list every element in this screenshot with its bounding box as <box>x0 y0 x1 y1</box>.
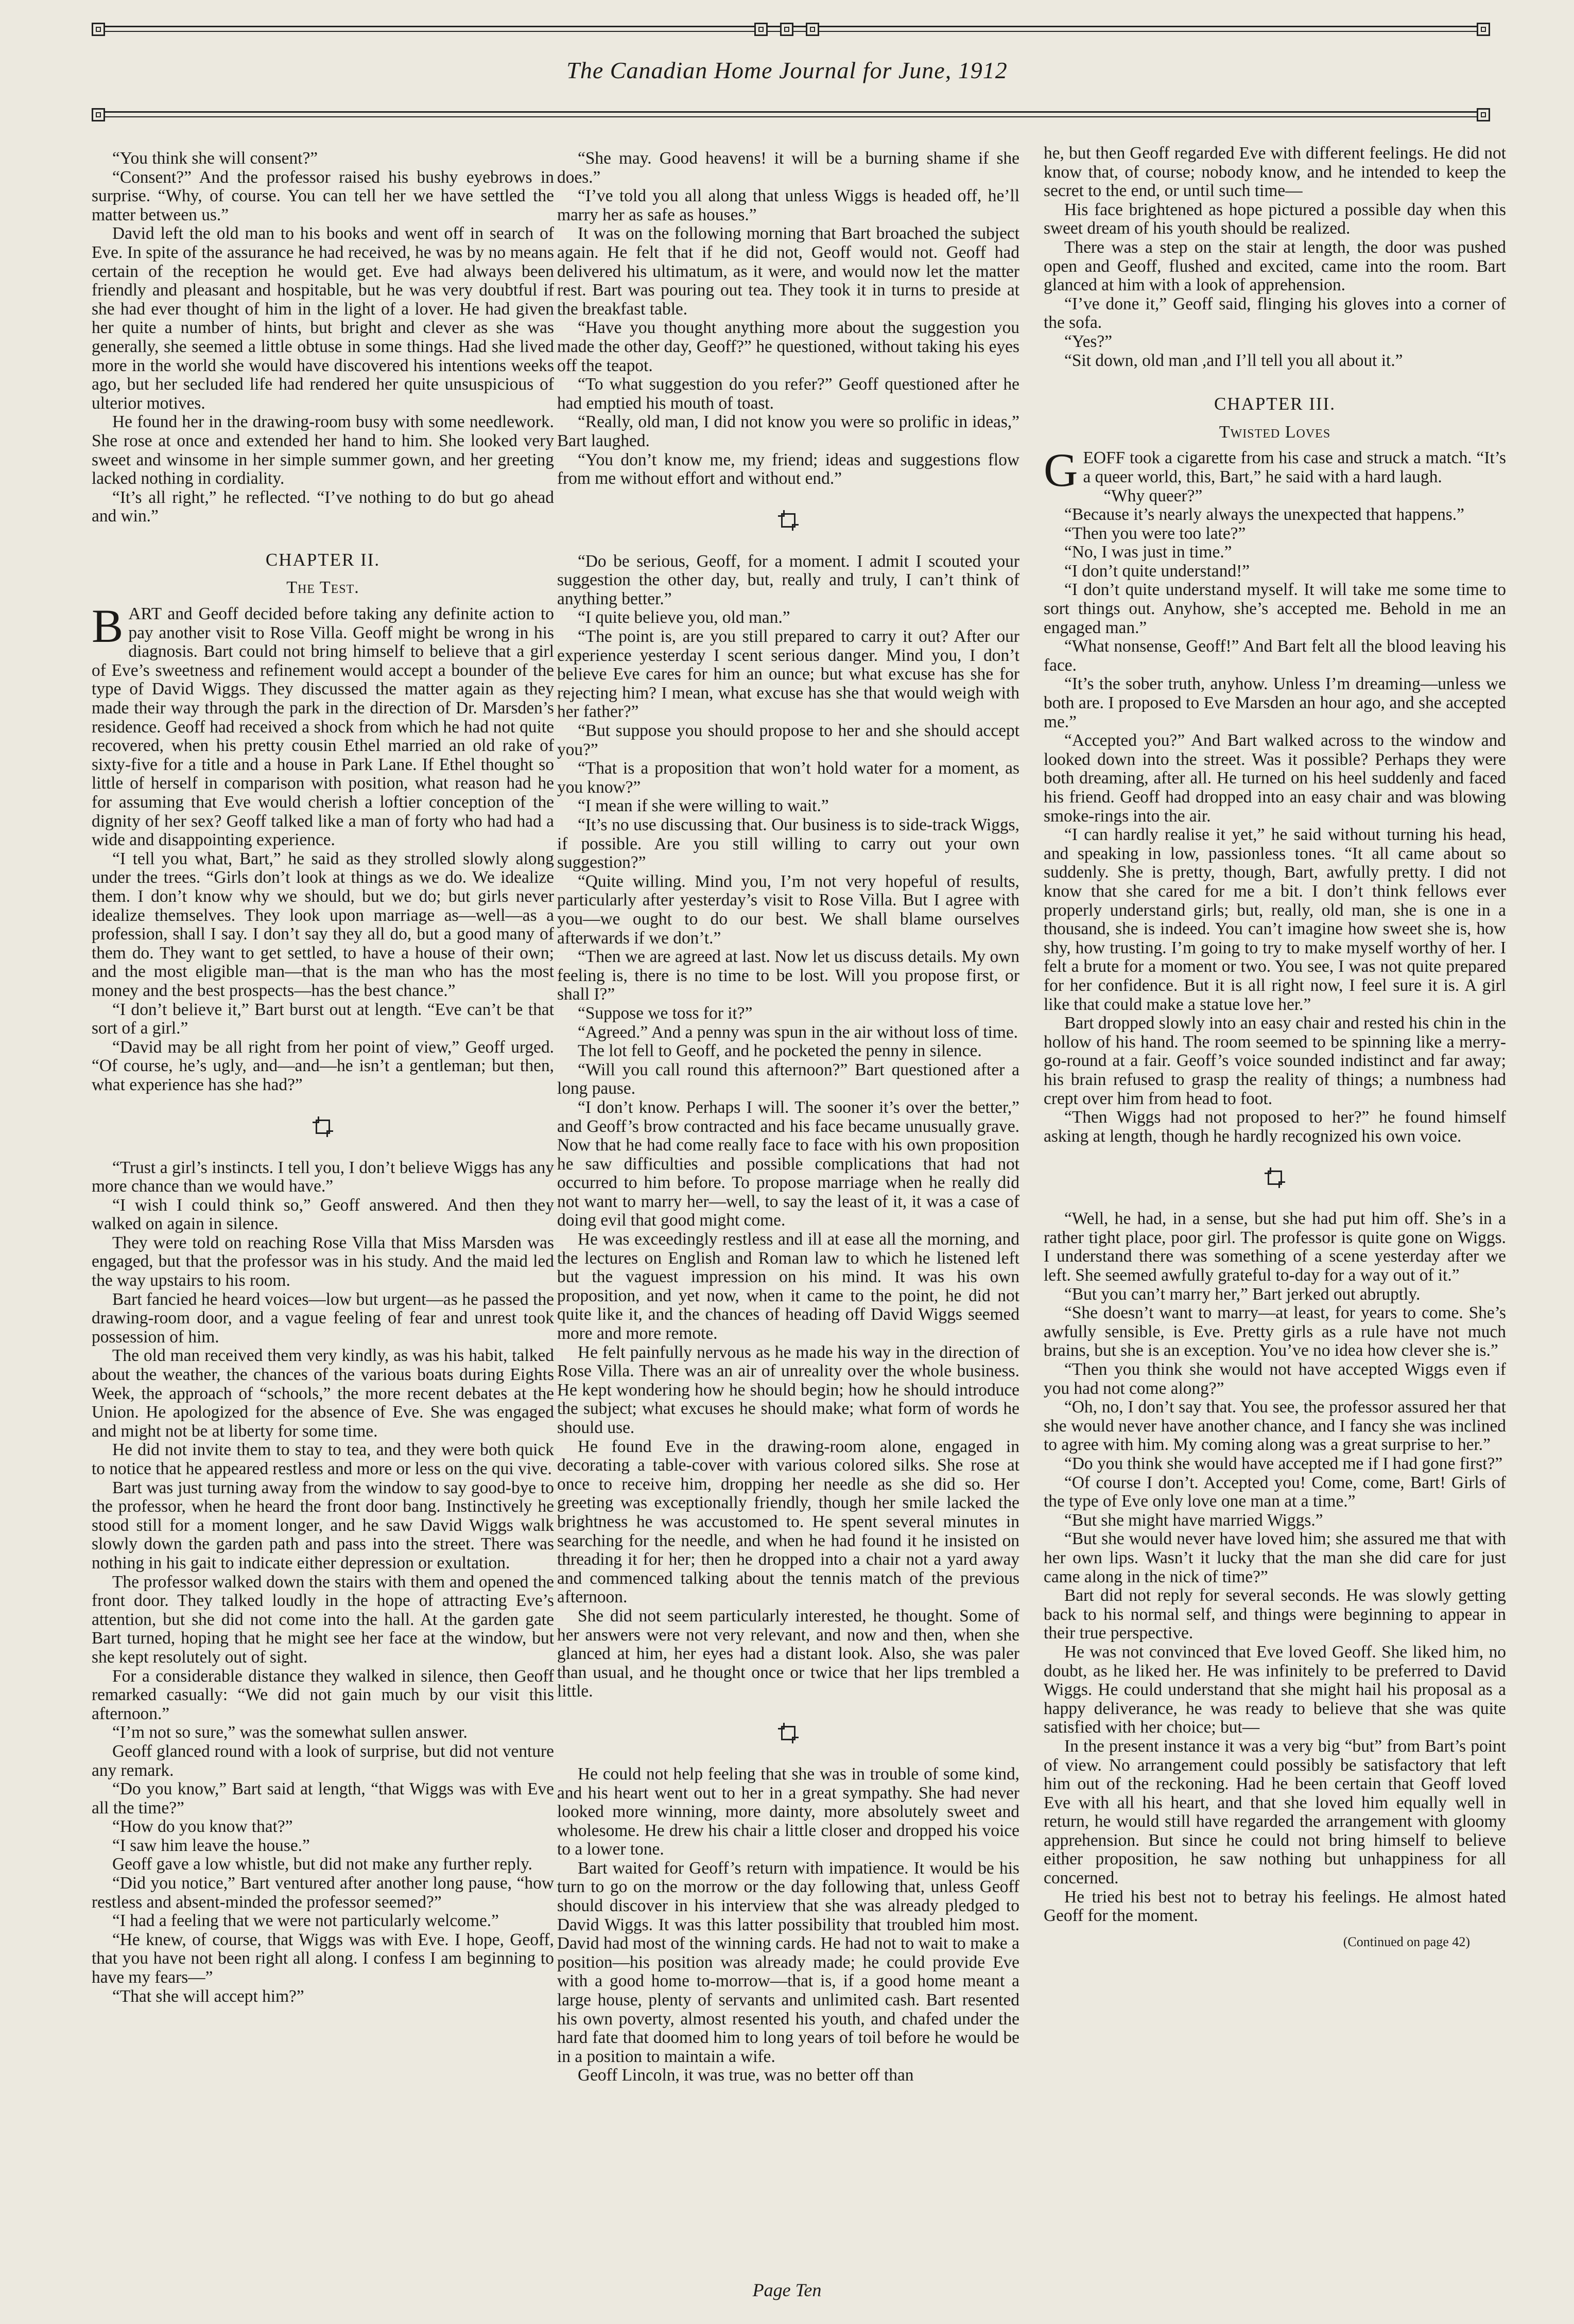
continued-note: (Continued on page 42) <box>1343 1934 1470 1949</box>
header-rule-bottom <box>93 109 1488 120</box>
paragraph: “I quite believe you, old man.” <box>578 608 790 627</box>
paragraph: “I tell you what, Bart,” he said as they strolled slowly along under the trees. “Girls don’t look at things as we do. We idealize them. I don’t know why we should, but we do; but girls never idealize themselves. They look upon marriage as—well—as a profession, shall I say. I don’t say they all do, but a good many of them do. They want to get settled, to have a house of their own; and the most eligible man—that is the man who has the most money and the best prospects—has the best chance.” <box>92 849 554 1000</box>
paragraph: “Then we are agreed at last. Now let us discuss details. My own feeling is, there is no time to be lost. Will you propose first, or shall I?” <box>557 947 1019 1004</box>
paragraph: The lot fell to Geoff, and he pocketed the penny in silence. <box>578 1041 982 1061</box>
paragraph: “It’s all right,” he reflected. “I’ve nothing to do but go ahead and win.” <box>92 487 554 526</box>
column-3 <box>1044 144 1506 2229</box>
paragraph: “I’ve told you all along that unless Wiggs is headed off, he’ll marry her as safe as houses.” <box>557 186 1019 224</box>
paragraph: “But she would never have loved him; she assured me that with her own lips. Wasn’t it lucky that the man she did care for just came along in the nick of time?” <box>1044 1529 1506 1586</box>
paragraph: “Oh, no, I don’t say that. You see, the professor assured her that she would never have another chance, and I fancy she was inclined to agree with him. My coming along was a great surprise to her.” <box>1044 1397 1506 1455</box>
chapter-2-opening <box>92 600 554 850</box>
drop-cap: B <box>92 600 124 653</box>
paragraph: The professor walked down the stairs with them and opened the front door. They talked loudly in the hope of attracting Eve’s attention, but she did not come into the hall. At the garden gate Bart turned, hoping that he might see her face at the window, but she kept resolutely out of sight. <box>92 1572 554 1667</box>
paragraph: “I had a feeling that we were not particularly welcome.” <box>112 1911 499 1931</box>
paragraph: “But you can’t marry her,” Bart jerked out abruptly. <box>1064 1284 1421 1304</box>
paragraph: “I mean if she were willing to wait.” <box>578 796 829 816</box>
paragraph: It was on the following morning that Bart broached the subject again. He felt that if he did not, Geoff would not. Geoff had delivered his ultimatum, as it were, and would now let the matter rest. Bart was pouring out tea. They took it in turns to preside at the breakfast table. <box>557 224 1019 319</box>
paragraph: “I saw him leave the house.” <box>112 1836 310 1855</box>
paragraph: “That is a proposition that won’t hold water for a moment, as you know?” <box>557 759 1019 797</box>
paragraph: For a considerable distance they walked in silence, then Geoff remarked casually: “We did not gain much by our visit this afternoon.” <box>92 1666 554 1723</box>
paragraph: Bart was just turning away from the window to say good-bye to the professor, when he heard the front door bang. Instinctively he stood still for a moment longer, and he saw David Wiggs walk slowly down the garden path and pass into the street. There was nothing in his gait to indicate either depression or exultation. <box>92 1478 554 1572</box>
paragraph: There was a step on the stair at length, the door was pushed open and Geoff, flushed and excited, came into the room. Bart glanced at him with a look of apprehension. <box>1044 237 1506 295</box>
drop-cap: G <box>1044 444 1078 497</box>
paragraph: “She may. Good heavens! it will be a burning shame if she does.” <box>557 149 1019 187</box>
paragraph: “The point is, are you still prepared to carry it out? After our experience yesterday I scent serious danger. Mind you, I don’t believe Eve cares for him an ounce; but what excuse has she for rejecting him? I mean, what excuse has she that would weigh with her father?” <box>557 627 1019 722</box>
paragraph: “I don’t quite understand myself. It will take me some time to sort things out. Anyhow, she’s accepted me. Behold in me an engaged man.” <box>1044 580 1506 637</box>
corner-ornament-top-left <box>92 23 105 36</box>
paragraph: He found her in the drawing-room busy with some needlework. She rose at once and extended her hand to him. She looked very sweet and winsome in her simple summer gown, and her greeting lacked nothing in cordiality. <box>92 412 554 488</box>
paragraph: David left the old man to his books and went off in search of Eve. In spite of the assurance he had received, he was by no means certain of the reception he would get. Eve had always been friendly and pleasant and hospitable, but he was very doubtful if she had ever thought of him in the light of a lover. He had given her quite a number of hints, but bright and clever as she was generally, she seemed a little obtuse in some things. Had she lived more in the world she would have discovered his intentions weeks ago, but her secluded life had rendered her quite unsuspicious of ulterior motives. <box>92 224 554 413</box>
paragraph: Geoff glanced round with a look of surprise, but did not venture any remark. <box>92 1741 554 1780</box>
paragraph: His face brightened as hope pictured a possible day when this sweet dream of his youth should be realized. <box>1044 200 1506 238</box>
paragraph: “Did you notice,” Bart ventured after another long pause, “how restless and absent-minded the professor seemed?” <box>92 1874 554 1912</box>
center-ornament-1 <box>754 23 768 36</box>
paragraph: Bart did not reply for several seconds. He was slowly getting back to his normal self, and things were beginning to appear in their true perspective. <box>1044 1586 1506 1643</box>
paragraph: “I’ve done it,” Geoff said, flinging his gloves into a corner of the sofa. <box>1044 294 1506 333</box>
paragraph: “Will you call round this afternoon?” Bart questioned after a long pause. <box>557 1060 1019 1098</box>
paragraph: “I don’t quite understand!” <box>1064 561 1250 581</box>
paragraph: “Then you were too late?” <box>1064 523 1246 543</box>
paragraph-text: ART and Geoff decided before taking any definite action to pay another visit to Rose Villa. Geoff might be wrong in his diagnosis. Bart could not bring himself to believe that a girl of Eve’s sweetness and refinement would accept a bounder of the type of David Wiggs. They discussed the matter again as they made their way through the park in the direction of Dr. Marsden’s residence. Geoff had received a shock from which he had not quite recovered, when his pretty cousin Ethel married an old rake of sixty-five for a title and a house in Park Lane. If Ethel thought so little of herself in comparison with position, what reason had he for assuming that Eve would cherish a loftier conception of the dignity of her sex? Geoff talked like a man of forty who had had a wide and disappointing experience. <box>92 604 554 850</box>
paragraph: He could not help feeling that she was in trouble of some kind, and his heart went out to her in a great sympathy. She had never looked more winning, more dainty, more absolutely sweet and wholesome. He drew his chair a little closer and dropped his voice to a lower tone. <box>557 1764 1019 1859</box>
paragraph: “That she will accept him?” <box>112 1986 304 2006</box>
paragraph: “No, I was just in time.” <box>1064 543 1232 562</box>
paragraph: “Do you know,” Bart said at length, “that Wiggs was with Eve all the time?” <box>92 1779 554 1818</box>
section-ornament <box>316 1120 330 1134</box>
paragraph: “Consent?” And the professor raised his bushy eyebrows in surprise. “Why, of course. You can tell her we have settled the matter between us.” <box>92 167 554 224</box>
paragraph: “But suppose you should propose to her and she should accept you?” <box>557 721 1019 759</box>
paragraph: “Of course I don’t. Accepted you! Come, come, Bart! Girls of the type of Eve only love one man at a time.” <box>1044 1473 1506 1511</box>
center-ornament-2 <box>780 23 793 36</box>
paragraph: “I don’t believe it,” Bart burst out at length. “Eve can’t be that sort of a girl.” <box>92 1000 554 1038</box>
paragraph: “Because it’s nearly always the unexpected that happens.” <box>1064 505 1464 525</box>
paragraph: “Quite willing. Mind you, I’m not very hopeful of results, particularly after yesterday’s visit to Rose Villa. But I agree with you—we ought to do our best. We shall blame ourselves afterwards if we don’t.” <box>557 871 1019 948</box>
paragraph: “How do you know that?” <box>112 1817 293 1837</box>
paragraph: Bart dropped slowly into an easy chair and rested his chin in the hollow of his hand. The room seemed to be spinning like a merry-go-round at a fair. Geoff’s voice sounded indistinct and far away; his brain refused to grasp the reality of things; a numbness had crept over him from head to foot. <box>1044 1014 1506 1108</box>
section-ornament <box>781 1726 795 1740</box>
chapter-2-subtitle: The Test. <box>286 578 359 598</box>
center-ornament-3 <box>806 23 819 36</box>
paragraph: “Yes?” <box>1064 331 1113 351</box>
corner-ornament-top-right <box>1477 23 1490 36</box>
paragraph: “But she might have married Wiggs.” <box>1064 1510 1323 1530</box>
paragraph: he, but then Geoff regarded Eve with different feelings. He did not know that, of course; nobody know, and he intended to keep the secret to the end, or until such time— <box>1044 144 1506 201</box>
paragraph: “I can hardly realise it yet,” he said without turning his head, and speaking in low, passionless tones. “It all came about so suddenly. She is pretty, though, Bart, awfully pretty. I did not know that she cared for me a bit. I don’t think fellows ever properly understand girls; but, really, old man, she is one in a thousand, she is indeed. You can’t imagine how sweet she is, how shy, how trusting. I’m going to try to make myself worthy of her. I felt a brute for a moment or two. You see, I was not quite prepared for her confidence. But it is all right now, I feel sure it is. A girl like that could make a statue love her.” <box>1044 825 1506 1014</box>
paragraph: “Sit down, old man ,and I’ll tell you all about it.” <box>1064 351 1403 370</box>
page-number: Page Ten <box>752 2280 822 2300</box>
paragraph-text: EOFF took a cigarette from his case and struck a match. “It’s a queer world, this, Bart,” he said with a hard laugh. <box>1083 448 1506 486</box>
paragraph: “What nonsense, Geoff!” And Bart felt all the blood leaving his face. <box>1044 637 1506 675</box>
paragraph: “To what suggestion do you refer?” Geoff questioned after he had emptied his mouth of toast. <box>557 375 1019 413</box>
paragraph: “Really, old man, I did not know you were so prolific in ideas,” Bart laughed. <box>557 412 1019 450</box>
paragraph: “It’s no use discussing that. Our business is to side-track Wiggs, if possible. Are you still willing to carry out your own suggestion?” <box>557 815 1019 872</box>
paragraph: “Accepted you?” And Bart walked across to the window and looked down into the street. Was it possible? Perhaps they were both dreaming, after all. He turned on his heel suddenly and faced his friend. Geoff had dropped into an easy chair and was blowing smoke-rings into the air. <box>1044 731 1506 826</box>
corner-ornament-bottom-right <box>1477 108 1490 121</box>
paragraph: Geoff Lincoln, it was true, was no better off than <box>578 2066 914 2085</box>
paragraph: “Then Wiggs had not proposed to her?” he found himself asking at length, though he hardly recognized his own voice. <box>1044 1108 1506 1146</box>
paragraph: In the present instance it was a very big “but” from Bart’s point of view. No arrangement could possibly be satisfactory that left him out of the reckoning. Had he been certain that Geoff loved Eve with all his heart, and that she loved him equally well in return, he would still have regarded the arrangement with gloomy apprehension. But since he could not bring himself to believe either proposition, he saw nothing but unhappiness for all concerned. <box>1044 1736 1506 1888</box>
column-1 <box>92 149 554 2234</box>
corner-ornament-bottom-left <box>92 108 105 121</box>
paragraph: They were told on reaching Rose Villa that Miss Marsden was engaged, but that the professor was in his study. And the maid led the way upstairs to his room. <box>92 1233 554 1290</box>
paragraph: “She doesn’t want to marry—at least, for years to come. She’s awfully sensible, is Eve. Pretty girls as a rule have not much brains, but she is an exception. You’ve no idea how clever she is.” <box>1044 1303 1506 1360</box>
paragraph: “He knew, of course, that Wiggs was with Eve. I hope, Geoff, that you have not been right all along. I confess I am beginning to have my fears—” <box>92 1930 554 1987</box>
paragraph: “You think she will consent?” <box>112 149 318 168</box>
paragraph: “You don’t know me, my friend; ideas and suggestions flow from me without effort and without end.” <box>557 450 1019 488</box>
paragraph: “I don’t know. Perhaps I will. The sooner it’s over the better,” and Geoff’s brow contracted and his face became unusually grave. Now that he had come really face to face with his own proposition he saw difficulties and possible complications that had not occurred to him before. To propose marriage when he really did not want to marry her—well, to say the least of it, it was a case of doing evil that good might come. <box>557 1097 1019 1230</box>
paragraph: “Well, he had, in a sense, but she had put him off. She’s in a rather tight place, poor girl. The professor is quite gone on Wiggs. I understand there was something of a scene yesterday after we left. She seemed awfully grateful to-day for a way out of it.” <box>1044 1209 1506 1285</box>
paragraph: “Why queer?” <box>1103 486 1203 505</box>
paragraph: “Do be serious, Geoff, for a moment. I admit I scouted your suggestion the other day, but, really and truly, I can’t think of anything better.” <box>557 551 1019 608</box>
section-ornament <box>1268 1170 1282 1185</box>
chapter-3-subtitle: Twisted Loves <box>1219 422 1331 442</box>
paragraph: “Have you thought anything more about the suggestion you made the other day, Geoff?” he questioned, without taking his eyes off the teapot. <box>557 318 1019 375</box>
paragraph: “I wish I could think so,” Geoff answered. And then they walked on again in silence. <box>92 1195 554 1234</box>
paragraph: “Then you think she would not have accepted Wiggs even if you had not come along?” <box>1044 1360 1506 1398</box>
paragraph: He did not invite them to stay to tea, and they were both quick to notice that he appeared restless and more or less on the qui vive. <box>92 1440 554 1478</box>
paragraph: He felt painfully nervous as he made his way in the direction of Rose Villa. There was an air of unreality over the whole business. He kept wondering how he should begin; how he should introduce the subject; what excuses he should make; what form of words he should use. <box>557 1342 1019 1437</box>
paragraph: Bart waited for Geoff’s return with impatience. It would be his turn to go on the morrow or the day following that, unless Geoff should discover in his interview that she was already pledged to David Wiggs. It was this latter possibility that troubled him most. David had most of the winning cards. He had not to wait to make a position—his position was already made; he could provide Eve with a good home to-morrow—that is, if a good home meant a large house, plenty of servants and unlimited cash. Bart resented his own poverty, almost resented his youth, and chafed under the hard fate that doomed him to long years of toil before he would be in a position to maintain a wife. <box>557 1858 1019 2066</box>
paragraph: He was not convinced that Eve loved Geoff. She liked him, no doubt, as he liked her. He was infinitely to be preferred to David Wiggs. He could understand that she might hail his proposal as a happy deliverance, he was ready to believe that she was quite satisfied with her choice; but— <box>1044 1642 1506 1737</box>
paragraph: “I’m not so sure,” was the somewhat sullen answer. <box>112 1723 468 1742</box>
paragraph: “It’s the sober truth, anyhow. Unless I’m dreaming—unless we both are. I proposed to Eve Marsden an hour ago, and she accepted me.” <box>1044 674 1506 731</box>
paragraph: She did not seem particularly interested, he thought. Some of her answers were not very relevant, and now and then, when she glanced at him, her eyes had a distant look. Also, she was paler than usual, and he thought once or twice that her lips trembled a little. <box>557 1606 1019 1701</box>
chapter-3-title: CHAPTER III. <box>1214 394 1336 414</box>
column-2 <box>557 149 1019 2234</box>
paragraph: “Do you think she would have accepted me if I had gone first?” <box>1064 1454 1503 1473</box>
paragraph: “Agreed.” And a penny was spun in the air without loss of time. <box>578 1022 1018 1042</box>
paragraph: “David may be all right from her point of view,” Geoff urged. “Of course, he’s ugly, and—and—he isn’t a gentleman; but then, what experience has she had?” <box>92 1037 554 1094</box>
paragraph: He was exceedingly restless and ill at ease all the morning, and the lectures on English and Roman law to which he listened left but the vaguest impression on his mind. It was his own proposition, and yet now, when it came to the point, he did not quite like it, and the chances of heading off David Wiggs seemed more and more remote. <box>557 1230 1019 1343</box>
running-head: The Canadian Home Journal for June, 1912 <box>566 57 1008 83</box>
chapter-2-title: CHAPTER II. <box>265 549 380 570</box>
paragraph: “Suppose we toss for it?” <box>578 1003 753 1023</box>
paragraph: “Trust a girl’s instincts. I tell you, I don’t believe Wiggs has any more chance than we would have.” <box>92 1158 554 1196</box>
paragraph: The old man received them very kindly, as was his habit, talked about the weather, the chances of the various boats during Eights Week, the approach of “schools,” the more recent debates at the Union. He apologized for the absence of Eve. She was engaged and might not be at liberty for some time. <box>92 1346 554 1441</box>
paragraph: Bart fancied he heard voices—low but urgent—as he passed the drawing-room door, and a vague feeling of fear and unrest took possession of him. <box>92 1289 554 1347</box>
section-ornament <box>781 513 795 528</box>
paragraph: Geoff gave a low whistle, but did not make any further reply. <box>112 1855 532 1874</box>
paragraph: He tried his best not to betray his feelings. He almost hated Geoff for the moment. <box>1044 1887 1506 1926</box>
paragraph: He found Eve in the drawing-room alone, engaged in decorating a table-cover with various colored silks. She rose at once to receive him, dropping her needle as she did so. Her greeting was exceptionally friendly, though her smile lacked the brightness he was accustomed to. He spent several minutes in searching for the needle, and when he had found it he insisted on threading it for her; then he dropped into a chair not a yard away and commenced talking about the tennis match of the previous afternoon. <box>557 1437 1019 1607</box>
